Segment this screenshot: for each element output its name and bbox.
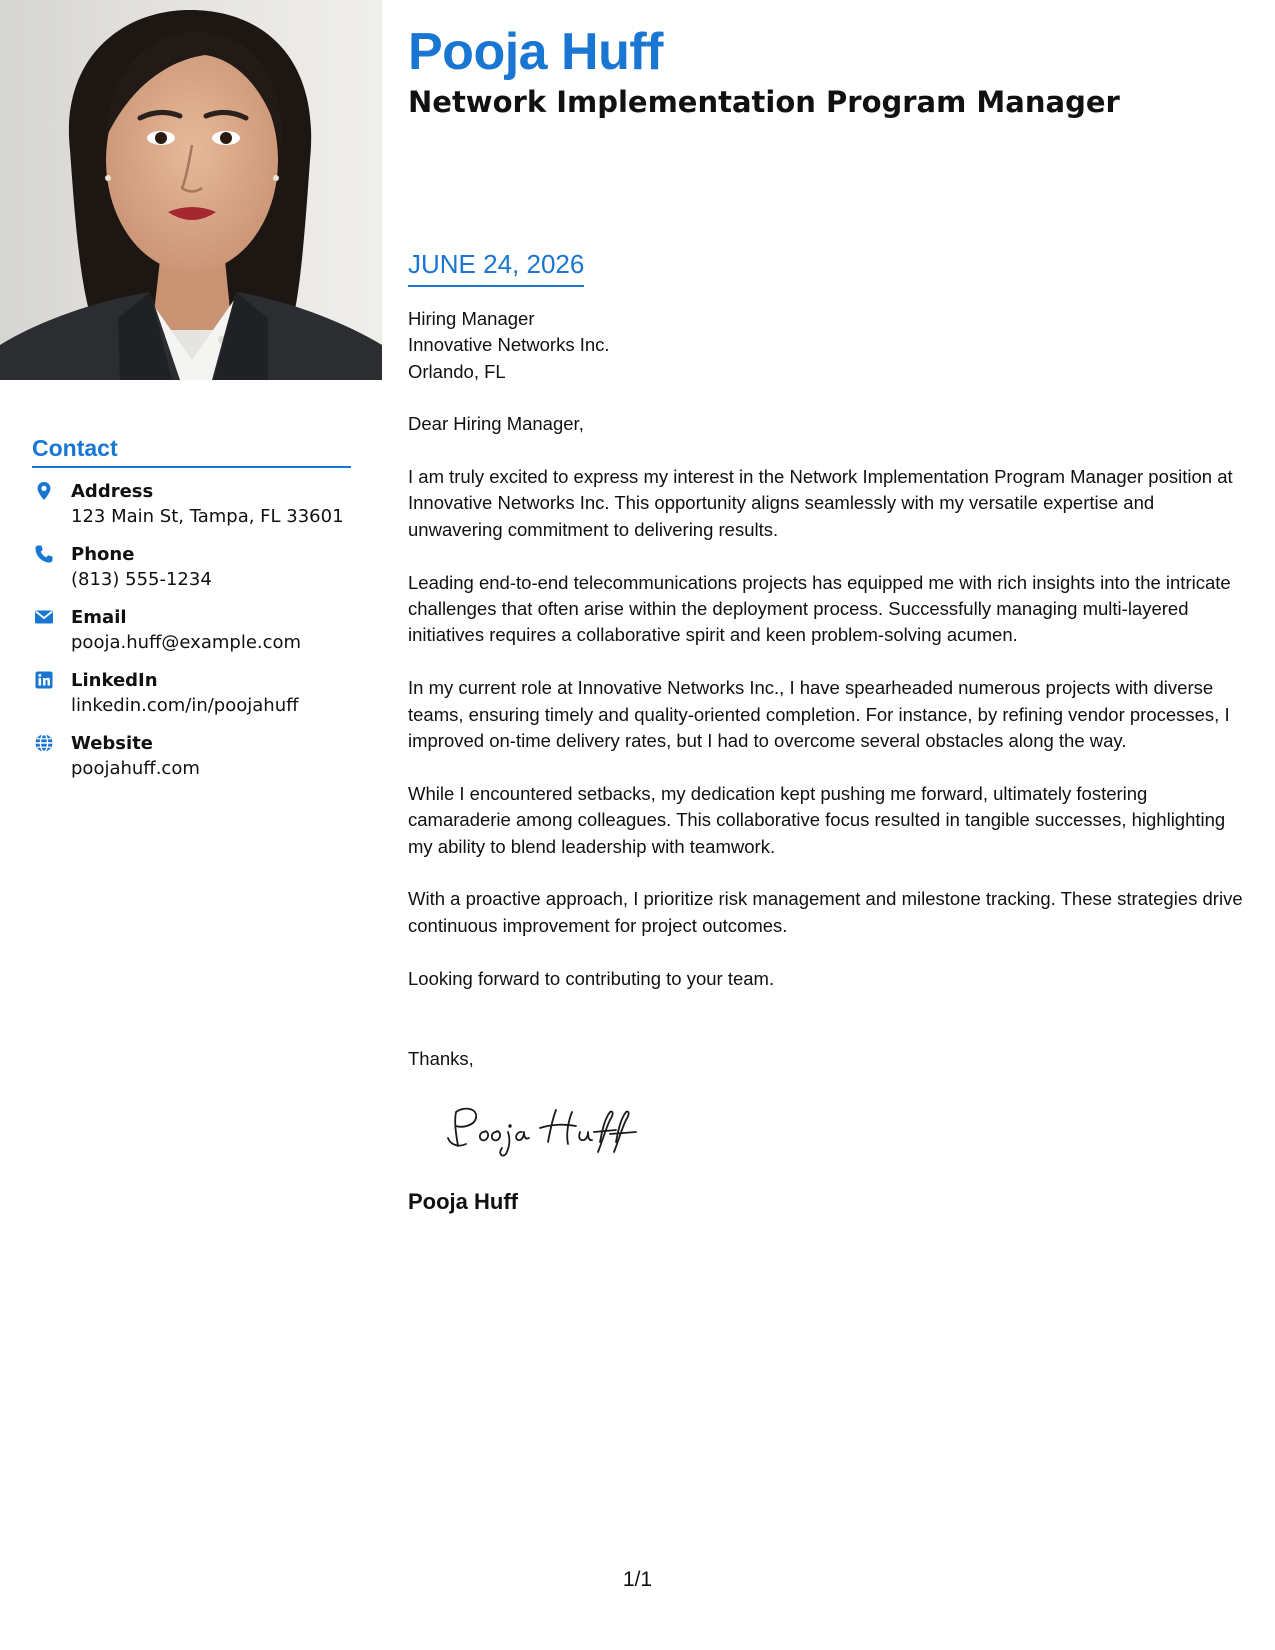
profile-photo bbox=[0, 0, 382, 380]
body-paragraph: Looking forward to contributing to your team. bbox=[408, 967, 775, 989]
linkedin-icon bbox=[34, 670, 54, 690]
contact-label: Phone bbox=[71, 544, 135, 565]
linkedin-value: linkedin.com/in/poojahuff bbox=[71, 695, 299, 716]
signer-name: Pooja Huff bbox=[408, 1189, 518, 1214]
contact-phone bbox=[32, 543, 351, 606]
address-value: 123 Main St, Tampa, FL 33601 bbox=[71, 506, 344, 527]
candidate-name: Pooja Huff bbox=[408, 23, 663, 81]
body-paragraph: In my current role at Innovative Networks Inc., I have spearheaded numerous projects with diverse teams, ensuring timely and quality-oriented completion. For instance, by refining vendor processes, I improved on-time delivery rates, but I had to overcome several obstacles along the way. bbox=[408, 677, 1230, 752]
envelope-icon bbox=[34, 607, 54, 627]
contact-label: LinkedIn bbox=[71, 670, 158, 691]
body-paragraph: With a proactive approach, I prioritize risk management and milestone tracking. These strategies drive continuous improvement for project outcomes. bbox=[408, 888, 1243, 936]
website-value: poojahuff.com bbox=[71, 758, 200, 779]
contact-linkedin bbox=[32, 669, 351, 732]
body-paragraph: I am truly excited to express my interest in the Network Implementation Program Manager position at Innovative Networks Inc. This opportunity aligns seamlessly with my versatile expertise and unwavering commitment to delivering results. bbox=[408, 466, 1233, 540]
greeting: Dear Hiring Manager, bbox=[408, 413, 584, 435]
page-number bbox=[0, 1568, 1275, 1592]
map-pin-icon bbox=[34, 481, 54, 501]
page-number-text: 1/1 bbox=[622, 1568, 653, 1591]
letter-body bbox=[408, 306, 1248, 992]
body-paragraph: Leading end-to-end telecommunications projects has equipped me with rich insights into the intricate challenges that often arise within the deployment process. Successfully managing multi-layered initiatives requires a collaborative spirit and keen problem-solving acumen. bbox=[408, 571, 1231, 646]
phone-value: (813) 555-1234 bbox=[71, 569, 212, 590]
contact-label: Website bbox=[71, 733, 154, 754]
contact-label: Address bbox=[71, 481, 154, 502]
recipient-line: Orlando, FL bbox=[408, 360, 506, 382]
recipient-block bbox=[408, 306, 1248, 385]
contact-email bbox=[32, 606, 351, 669]
body-paragraph: While I encountered setbacks, my dedication kept pushing me forward, ultimately fostering camaraderie among colleagues. This collaborative focus resulted in tangible successes, highlighting my ability to blend leadership with teamwork. bbox=[408, 782, 1226, 857]
contact-heading: Contact bbox=[32, 434, 351, 468]
phone-icon bbox=[34, 544, 54, 564]
email-value: pooja.huff@example.com bbox=[71, 632, 302, 653]
letter-date: JUNE 24, 2026 bbox=[408, 248, 584, 287]
job-title: Network Implementation Program Manager bbox=[408, 85, 1120, 119]
globe-icon bbox=[34, 733, 54, 753]
contact-list bbox=[32, 480, 351, 795]
recipient-line: Innovative Networks Inc. bbox=[408, 334, 610, 356]
contact-label: Email bbox=[71, 607, 127, 628]
closing: Thanks, bbox=[408, 1048, 474, 1069]
sidebar bbox=[32, 434, 351, 795]
signature-image bbox=[440, 1098, 660, 1158]
recipient-line: Hiring Manager bbox=[408, 308, 535, 329]
date-block bbox=[408, 248, 584, 287]
contact-address bbox=[32, 480, 351, 543]
contact-website bbox=[32, 732, 351, 795]
